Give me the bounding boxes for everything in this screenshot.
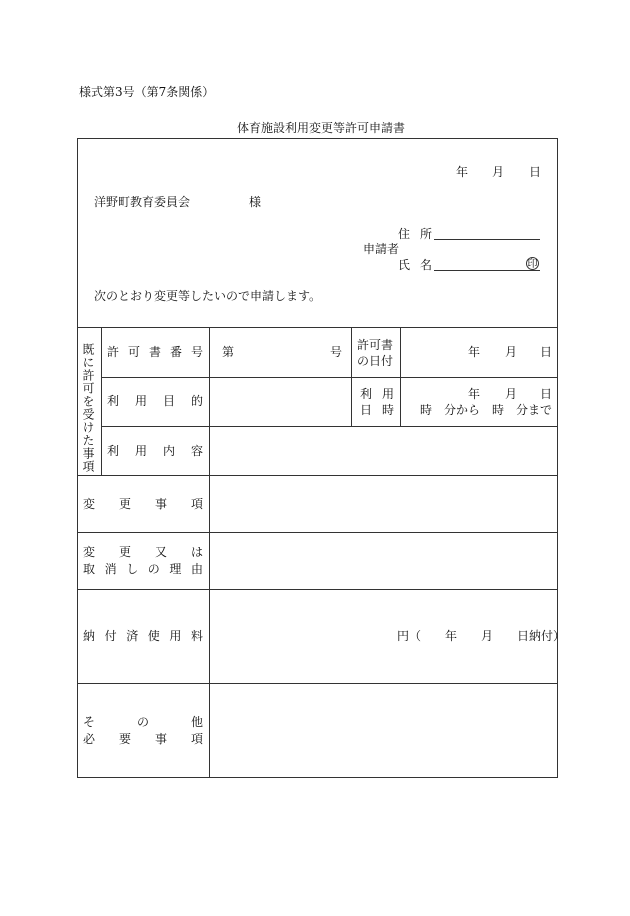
seal-mark: 印: [527, 259, 538, 270]
form-number: 様式第3号（第7条関係）: [79, 85, 215, 99]
rule-3: [101, 426, 558, 427]
vrule-label: [209, 327, 210, 778]
use-datetime-label-1: 利 用: [360, 387, 394, 401]
permit-dai: 第: [222, 345, 235, 359]
rule-4: [77, 475, 558, 476]
date-day: 日: [529, 165, 542, 179]
purpose-label: 利 用 目 的: [107, 394, 203, 408]
rule-5: [77, 532, 558, 533]
address-underline: [434, 239, 540, 240]
permit-go: 号: [330, 345, 343, 359]
permit-date-month: 月: [505, 345, 518, 359]
content-label: 利 用 内 容: [107, 444, 203, 458]
form-title: 体育施設利用変更等許可申請書: [237, 121, 406, 135]
rule-6: [77, 589, 558, 590]
change-items-label: 変 更 事 項: [83, 497, 203, 511]
applicant-name-label: 氏 名: [398, 258, 432, 272]
other-label-2: 必 要 事 項: [83, 732, 203, 746]
vrule-mid: [351, 327, 352, 426]
permit-date-day: 日: [540, 345, 553, 359]
vrule-right: [400, 327, 401, 426]
application-form-frame: [77, 138, 558, 778]
addressee-board: 洋野町教育委員会: [94, 195, 191, 209]
reason-label-2: 取 消 し の 理 由: [83, 562, 203, 576]
date-year: 年: [456, 165, 469, 179]
vrule-group: [101, 327, 102, 475]
rule-7: [77, 683, 558, 684]
addressee-honorific: 様: [249, 195, 262, 209]
use-time-range: 時 分から 時 分まで: [420, 403, 553, 417]
permit-date-label-2: の日付: [357, 354, 394, 368]
date-month: 月: [492, 165, 505, 179]
use-date-year: 年: [468, 387, 481, 401]
permit-number-label: 許 可 書 番 号: [107, 345, 203, 359]
permit-date-year: 年: [468, 345, 481, 359]
use-date-month: 月: [505, 387, 518, 401]
rule-2: [101, 377, 558, 378]
other-label-1: そ の 他: [83, 715, 203, 729]
name-underline: [434, 270, 540, 271]
applicant-label: 申請者: [363, 242, 400, 256]
fee-amount-text: 円（ 年 月 日納付）: [397, 629, 566, 643]
use-date-day: 日: [540, 387, 553, 401]
use-datetime-label-2: 日 時: [360, 403, 394, 417]
fee-label: 納 付 済 使 用 料: [83, 629, 203, 643]
rule-1: [77, 327, 558, 328]
permit-date-label-1: 許可書: [357, 338, 394, 352]
request-text: 次のとおり変更等したいので申請します。: [94, 289, 322, 303]
already-permitted-label: 既に許可を受けた事項: [81, 343, 95, 473]
reason-label-1: 変 更 又 は: [83, 545, 203, 559]
applicant-address-label: 住 所: [398, 227, 432, 241]
